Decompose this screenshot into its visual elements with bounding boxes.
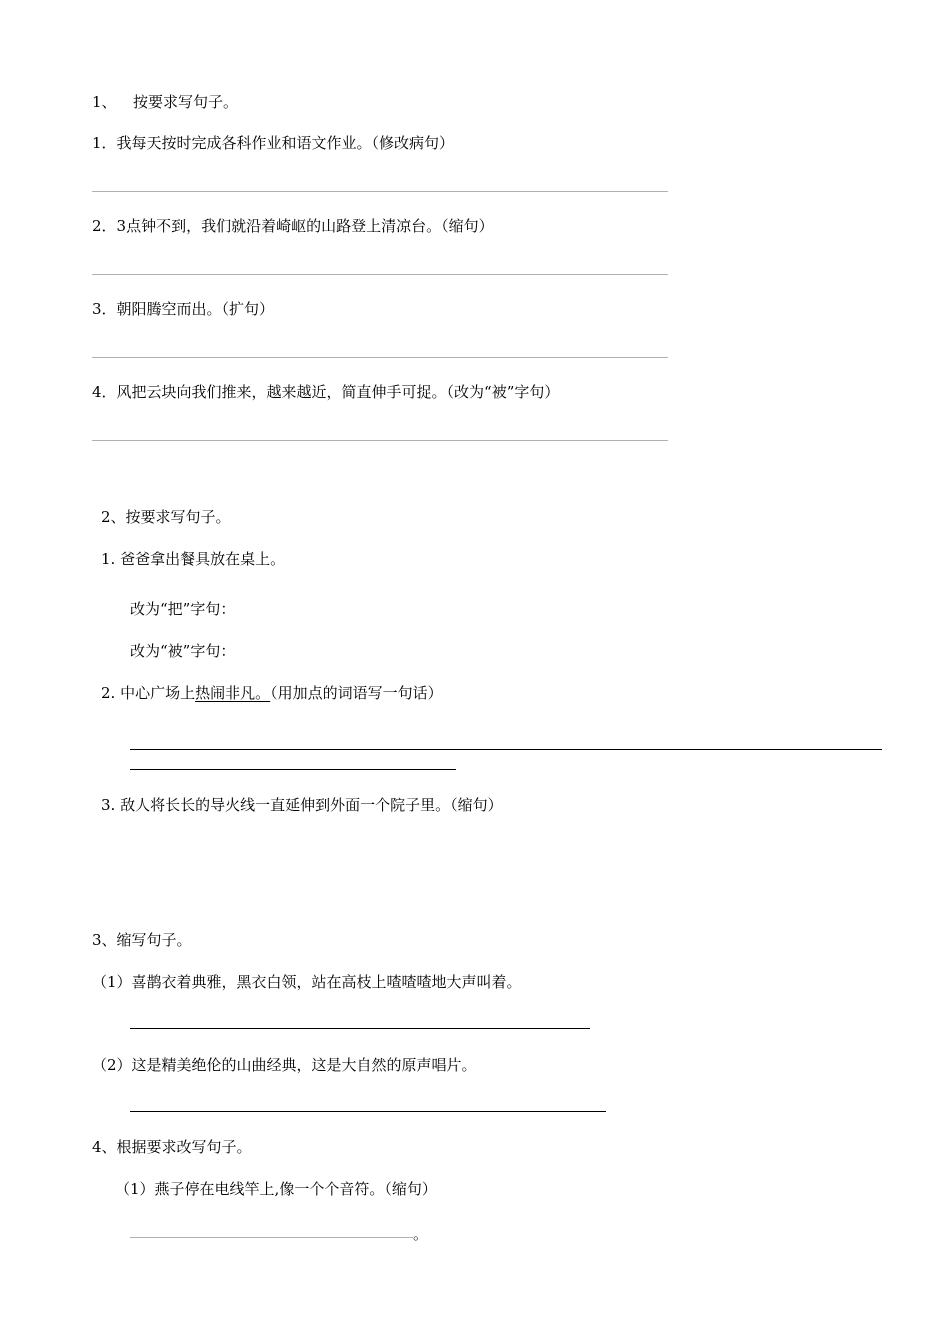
question-1-2: 2．3点钟不到，我们就沿着崎岖的山路登上清凉台。（缩句）	[92, 217, 494, 235]
question-1-3: 3．朝阳腾空而出。（扩句）	[92, 300, 275, 318]
section-3-heading: 3、缩写句子。	[92, 931, 192, 949]
question-2-2-prefix: 2. 中心广场上	[101, 684, 196, 702]
section-1-number: 1、	[92, 93, 117, 111]
answer-line-2-2b[interactable]	[130, 769, 456, 770]
question-2-2-underlined-word: 热闹非凡。	[195, 684, 271, 702]
question-2-2-suffix: （用加点的词语写一句话）	[270, 684, 443, 702]
section-1-heading: 按要求写句子。	[133, 93, 239, 111]
answer-line-4-1[interactable]	[130, 1237, 413, 1238]
answer-line-2-2a[interactable]	[130, 749, 882, 750]
answer-end-mark: 。	[413, 1225, 429, 1243]
question-1-4: 4．风把云块向我们推来，越来越近，简直伸手可捉。（改为“被”字句）	[92, 383, 560, 401]
question-4-1: （1）燕子停在电线竿上,像一个个音符。（缩句）	[115, 1180, 437, 1198]
question-2-1: 1. 爸爸拿出餐具放在桌上。	[101, 550, 286, 568]
question-1-1: 1．我每天按时完成各科作业和语文作业。（修改病句）	[92, 134, 455, 152]
answer-line-3-2[interactable]	[130, 1111, 606, 1112]
question-3-2: （2）这是精美绝伦的山曲经典，这是大自然的原声唱片。	[92, 1056, 477, 1074]
answer-line-1-3[interactable]	[92, 357, 668, 358]
question-3-1: （1）喜鹊衣着典雅，黑衣白领，站在高枝上喳喳喳地大声叫着。	[92, 973, 522, 991]
question-2-3: 3. 敌人将长长的导火线一直延伸到外面一个院子里。（缩句）	[101, 796, 503, 814]
question-2-2	[101, 683, 443, 703]
answer-line-3-1[interactable]	[130, 1028, 590, 1029]
question-2-1-prompt-ba: 改为“把”字句：	[130, 600, 236, 618]
section-4-heading: 4、根据要求改写句子。	[92, 1138, 252, 1156]
answer-line-1-2[interactable]	[92, 274, 668, 275]
answer-line-1-1[interactable]	[92, 191, 668, 192]
question-2-1-prompt-bei: 改为“被”字句：	[130, 642, 236, 660]
section-2-heading: 2、按要求写句子。	[101, 508, 231, 526]
answer-line-1-4[interactable]	[92, 440, 668, 441]
